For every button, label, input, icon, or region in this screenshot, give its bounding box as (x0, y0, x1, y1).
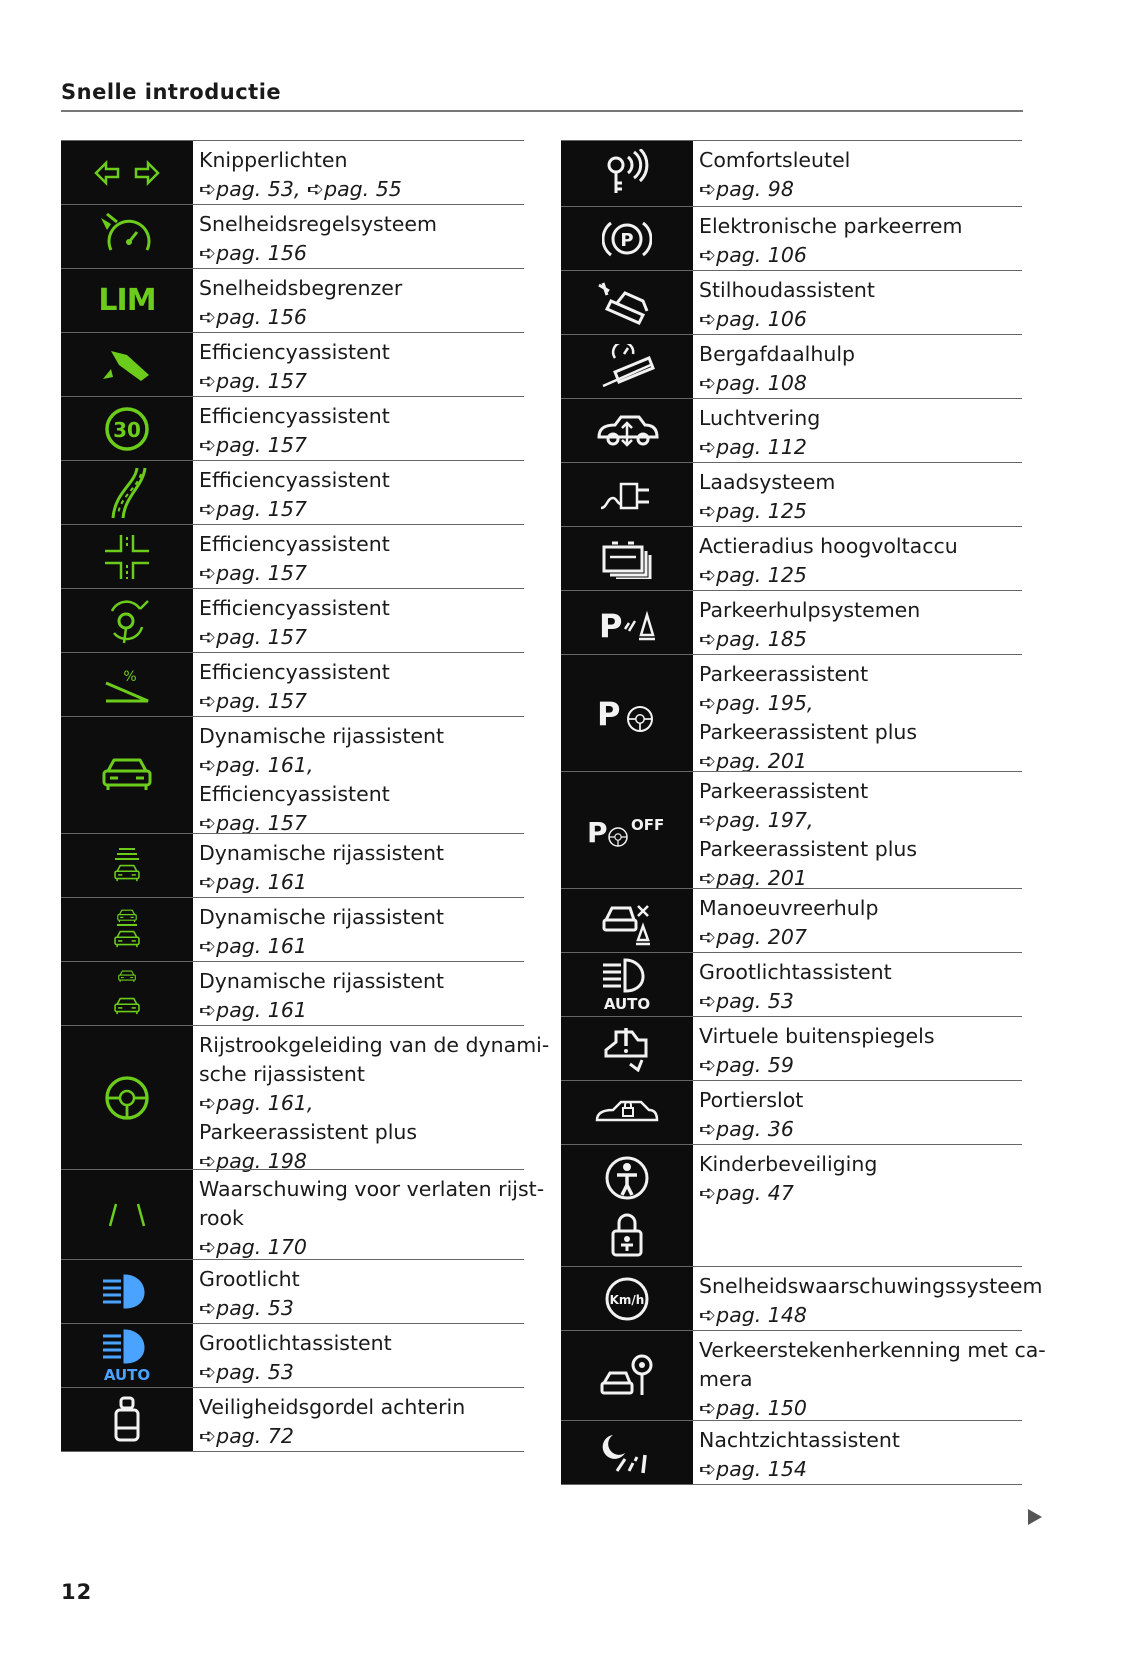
page-reference: ➪pag. 157 (199, 625, 307, 649)
parking-aid-icon (561, 591, 693, 654)
system-name: Dynamische rijassistent (199, 724, 445, 748)
table-row (561, 590, 1022, 654)
table-row (61, 1025, 550, 1173)
system-name: rook (199, 1206, 244, 1230)
page-reference: ➪pag. 198 (199, 1149, 307, 1173)
system-name: Laadsysteem (699, 470, 836, 494)
rear-seatbelt-icon (61, 1388, 193, 1451)
system-name: Efficiencyassistent (199, 468, 390, 492)
row-description (193, 653, 524, 716)
table-row (561, 1080, 1022, 1144)
row-description (693, 1267, 1042, 1330)
table-row (61, 1387, 524, 1452)
row-description (693, 889, 1022, 952)
table-row (61, 897, 524, 961)
left-column (61, 140, 550, 1452)
table-row (61, 268, 524, 332)
row-description (693, 655, 1022, 771)
row-description (193, 1260, 524, 1323)
system-name: Snelheidsregelsysteem (199, 212, 437, 236)
high-beam-auto-blue-icon: AUTO (61, 1324, 193, 1387)
car-distance-1-icon (61, 834, 193, 897)
table-row (561, 1420, 1022, 1485)
row-description (193, 525, 524, 588)
page-reference: ➪pag. 47 (699, 1181, 794, 1205)
page-reference: ➪pag. 53 (199, 1296, 294, 1320)
page-reference: ➪pag. 36 (699, 1117, 794, 1141)
hold-assist-icon (561, 271, 693, 334)
system-name: Dynamische rijassistent (199, 905, 445, 929)
row-description (693, 772, 1022, 888)
table-row (61, 1323, 524, 1387)
system-name: Kinderbeveiliging (699, 1152, 878, 1176)
hill-descent-icon (561, 335, 693, 398)
table-row (561, 334, 1022, 398)
row-description (193, 1170, 544, 1259)
page-reference: ➪pag. 201 (699, 749, 807, 773)
page-reference: ➪pag. 150 (699, 1396, 807, 1420)
row-description (693, 1331, 1046, 1420)
system-name: Dynamische rijassistent (199, 841, 445, 865)
row-description (693, 335, 1022, 398)
row-description (693, 527, 1022, 590)
page-reference: ➪pag. 170 (199, 1235, 307, 1259)
night-vision-icon (561, 1421, 693, 1484)
system-name: mera (699, 1367, 753, 1391)
row-description (693, 141, 1022, 206)
row-description (193, 461, 524, 524)
svg-text:%: % (123, 668, 137, 685)
car-front-green-icon (61, 717, 193, 833)
header-rule (61, 110, 1023, 112)
efficiency-coast-icon (61, 333, 193, 396)
page-reference: ➪pag. 157 (199, 561, 307, 585)
speed-sign-30-icon (61, 397, 193, 460)
row-description (193, 205, 524, 268)
row-description (193, 962, 524, 1025)
page-reference: ➪pag. 157 (199, 369, 307, 393)
comfort-key-icon (561, 141, 693, 206)
table-row (561, 888, 1022, 952)
system-name: Grootlichtassistent (699, 960, 892, 984)
page-reference: ➪pag. 125 (699, 499, 807, 523)
svg-text:OFF: OFF (631, 816, 665, 834)
row-description (693, 207, 1022, 270)
high-beam-icon (61, 1260, 193, 1323)
row-description (193, 589, 524, 652)
row-description (693, 953, 1022, 1016)
row-description (693, 399, 1022, 462)
page-reference: ➪pag. 207 (699, 925, 807, 949)
system-name: Verkeerstekenherkenning met ca- (699, 1338, 1046, 1362)
speed-warning-icon (561, 1267, 693, 1330)
system-name: Nachtzichtassistent (699, 1428, 900, 1452)
door-lock-icon (561, 1081, 693, 1144)
table-row (561, 140, 1022, 206)
system-name: Snelheidsbegrenzer (199, 276, 403, 300)
charging-plug-icon (561, 463, 693, 526)
system-name: Elektronische parkeerrem (699, 214, 963, 238)
table-row (561, 654, 1022, 771)
row-description (693, 591, 1022, 654)
page-reference: ➪pag. 106 (699, 243, 807, 267)
park-assist-off-icon (561, 772, 693, 888)
cruise-control-icon (61, 205, 193, 268)
table-row (561, 1330, 1046, 1420)
row-description (193, 834, 524, 897)
air-suspension-icon (561, 399, 693, 462)
table-row (61, 652, 524, 716)
system-name: Virtuele buitenspiegels (699, 1024, 935, 1048)
system-name: Efficiencyassistent (199, 404, 390, 428)
system-name: Parkeerassistent plus (199, 1120, 418, 1144)
page-reference: ➪pag. 161 (199, 934, 307, 958)
high-beam-auto-white-icon: AUTO (561, 953, 693, 1016)
system-name: Parkeerassistent plus (699, 837, 918, 861)
table-row (561, 1266, 1043, 1330)
table-row (61, 961, 524, 1025)
row-description (693, 271, 1022, 334)
table-row (61, 588, 524, 652)
system-name: Parkeerhulpsystemen (699, 598, 921, 622)
page-reference: ➪pag. 195, (699, 691, 814, 715)
system-name: Waarschuwing voor verlaten rijst- (199, 1177, 545, 1201)
table-row (561, 398, 1022, 462)
lane-departure-icon (61, 1170, 193, 1259)
row-description (193, 1324, 524, 1387)
page-reference: ➪pag. 156 (199, 241, 307, 265)
table-row (61, 524, 524, 588)
row-description (193, 1388, 524, 1451)
system-name: Grootlicht (199, 1267, 300, 1291)
system-name: Parkeerassistent (699, 662, 869, 686)
system-name: Efficiencyassistent (199, 660, 390, 684)
table-row (561, 206, 1022, 270)
page-reference: ➪pag. 154 (699, 1457, 807, 1481)
page-reference: ➪pag. 161 (199, 998, 307, 1022)
curve-road-icon (61, 461, 193, 524)
table-row (61, 1169, 545, 1259)
table-row (61, 140, 524, 204)
speed-limiter-icon: LIM (61, 269, 193, 332)
system-name: Grootlichtassistent (199, 1331, 392, 1355)
svg-text:P: P (597, 695, 621, 733)
row-description (693, 1145, 1022, 1266)
row-description (193, 269, 524, 332)
row-description (193, 397, 524, 460)
page-reference: ➪pag. 148 (699, 1303, 807, 1327)
page-reference: ➪pag. 157 (199, 811, 307, 835)
row-description (693, 1017, 1022, 1080)
table-row (61, 1259, 524, 1323)
car-distance-2-icon (61, 898, 193, 961)
gradient-icon (61, 653, 193, 716)
table-row (61, 396, 524, 460)
page-reference: ➪pag. 156 (199, 305, 307, 329)
page-reference: ➪pag. 185 (699, 627, 807, 651)
table-row (561, 1144, 1022, 1266)
page-reference: ➪pag. 161, (199, 1091, 314, 1115)
system-name: Stilhoudassistent (699, 278, 875, 302)
child-safety-icon (561, 1145, 693, 1266)
car-distance-3-icon (61, 962, 193, 1025)
page-reference: ➪pag. 161 (199, 870, 307, 894)
page-reference: ➪pag. 53, ➪pag. 55 (199, 177, 402, 201)
page-reference: ➪pag. 53 (699, 989, 794, 1013)
page-reference: ➪pag. 201 (699, 866, 807, 890)
svg-text:Km/h: Km/h (609, 1292, 645, 1307)
turn-signal-icon (61, 141, 193, 204)
row-description (693, 1421, 1022, 1484)
table-row (561, 462, 1022, 526)
system-name: Efficiencyassistent (199, 340, 390, 364)
row-description (193, 141, 524, 204)
parking-brake-icon (561, 207, 693, 270)
svg-text:P: P (620, 229, 634, 251)
row-description (193, 717, 524, 833)
park-assist-icon (561, 655, 693, 771)
roundabout-icon (61, 589, 193, 652)
page-number: 12 (61, 1580, 93, 1604)
table-row (561, 1016, 1022, 1080)
table-row (561, 952, 1022, 1016)
table-row (561, 526, 1022, 590)
system-name: Actieradius hoogvoltaccu (699, 534, 958, 558)
page-reference: ➪pag. 197, (699, 808, 814, 832)
page-reference: ➪pag. 108 (699, 371, 807, 395)
intersection-icon (61, 525, 193, 588)
page-reference: ➪pag. 161, (199, 753, 314, 777)
system-name: Knipperlichten (199, 148, 348, 172)
table-row (561, 270, 1022, 334)
row-description (193, 1026, 550, 1173)
system-name: Manoeuvreerhulp (699, 896, 879, 920)
system-name: Veiligheidsgordel achterin (199, 1395, 466, 1419)
system-name: Portierslot (699, 1088, 804, 1112)
page-reference: ➪pag. 157 (199, 433, 307, 457)
svg-text:30: 30 (113, 417, 141, 442)
system-name: Bergafdaalhulp (699, 342, 856, 366)
system-name: Dynamische rijassistent (199, 969, 445, 993)
row-description (193, 898, 524, 961)
table-row (61, 204, 524, 268)
table-row (61, 716, 524, 833)
row-description (693, 1081, 1022, 1144)
battery-range-icon (561, 527, 693, 590)
system-name: Snelheidswaarschuwingssysteem (699, 1274, 1043, 1298)
system-name: Comfortsleutel (699, 148, 851, 172)
svg-text:P: P (599, 606, 623, 643)
table-row (61, 332, 524, 396)
row-description (693, 463, 1022, 526)
page-reference: ➪pag. 72 (199, 1424, 294, 1448)
system-name: Rijstrookgeleiding van de dynami- (199, 1033, 550, 1057)
virtual-mirror-icon (561, 1017, 693, 1080)
system-name: Parkeerassistent plus (699, 720, 918, 744)
table-row (61, 460, 524, 524)
system-name: Luchtvering (699, 406, 821, 430)
page-reference: ➪pag. 112 (699, 435, 807, 459)
maneuver-assist-icon (561, 889, 693, 952)
svg-text:P: P (587, 816, 608, 849)
page-reference: ➪pag. 106 (699, 307, 807, 331)
page-reference: ➪pag. 157 (199, 689, 307, 713)
steering-wheel-green-icon (61, 1026, 193, 1169)
system-name: Efficiencyassistent (199, 782, 390, 806)
row-description (193, 333, 524, 396)
page-reference: ➪pag. 157 (199, 497, 307, 521)
table-row (561, 771, 1022, 888)
system-name: Efficiencyassistent (199, 532, 390, 556)
page-reference: ➪pag. 59 (699, 1053, 794, 1077)
system-name: sche rijassistent (199, 1062, 365, 1086)
right-column (561, 140, 1046, 1485)
system-name: Efficiencyassistent (199, 596, 390, 620)
page-reference: ➪pag. 53 (199, 1360, 294, 1384)
table-row (61, 833, 524, 897)
page-reference: ➪pag. 125 (699, 563, 807, 587)
continue-arrow-icon (1027, 1508, 1043, 1530)
page-reference: ➪pag. 98 (699, 177, 794, 201)
traffic-sign-camera-icon (561, 1331, 693, 1420)
page-title: Snelle introductie (61, 80, 282, 104)
system-name: Parkeerassistent (699, 779, 869, 803)
